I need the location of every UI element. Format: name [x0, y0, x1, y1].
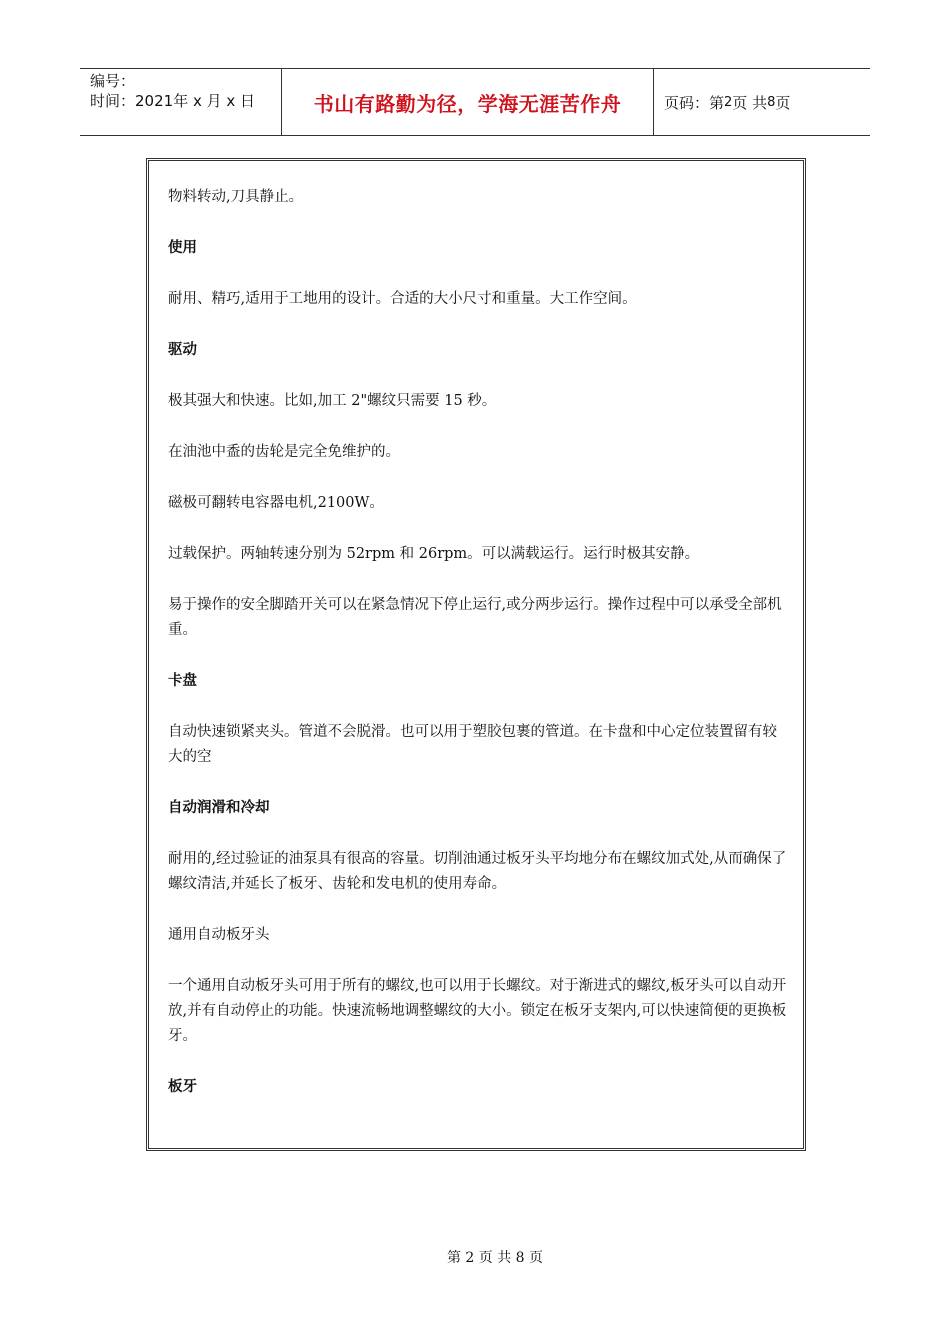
paragraph: 易于操作的安全脚踏开关可以在紧急情况下停止运行,或分两步运行。操作过程中可以承受全部机重。: [168, 597, 782, 638]
section-heading-lubrication: 自动润滑和冷却: [168, 800, 270, 816]
header-page-info: [654, 69, 870, 135]
date-rest: 年 x 月 x 日: [173, 92, 256, 110]
paragraph: 在油池中盉的齿轮是完全免维护的。: [168, 444, 400, 460]
header-meta: [80, 69, 282, 135]
content-box: [146, 158, 806, 1151]
section-heading-drive: 驱动: [168, 342, 197, 358]
number-label: 编号：: [90, 72, 136, 90]
paragraph: 物料转动,刀具静止。: [168, 189, 304, 205]
section-heading-usage: 使用: [168, 240, 197, 256]
page-header: [80, 68, 870, 136]
page-current: 2: [724, 94, 733, 110]
content-body: [168, 185, 788, 1126]
section-heading-chuck: 卡盘: [168, 673, 197, 689]
paragraph: 磁极可翻转电容器电机,2100W。: [168, 495, 384, 511]
paragraph: 过载保护。两轴转速分别为 52rpm 和 26rpm。可以满载运行。运行时极其安静。: [168, 546, 700, 562]
time-label: 时间：: [90, 92, 136, 110]
paragraph: 耐用、精巧,适用于工地用的设计。合适的大小尺寸和重量。大工作空间。: [168, 291, 637, 307]
paragraph: 通用自动板牙头: [168, 927, 270, 943]
paragraph: 一个通用自动板牙头可用于所有的螺纹,也可以用于长螺纹。对于渐进式的螺纹,板牙头可以自动开放,并有自动停止的功能。快速流畅地调整螺纹的大小。锁定在板牙支架内,可以快速简便的更换板牙。: [168, 978, 787, 1044]
page-mid: 页 共: [732, 93, 768, 112]
page-total: 8: [767, 94, 776, 110]
paragraph: 极其强大和快速。比如,加工 2"螺纹只需要 15 秒。: [168, 393, 497, 409]
paragraph: 自动快速锁紧夹头。管道不会脱滑。也可以用于塑胶包裹的管道。在卡盘和中心定位装置留有较大的空: [168, 724, 777, 765]
page-footer: 第 2 页 共 8 页: [446, 1250, 544, 1266]
page-prefix: 页码：第: [664, 93, 725, 112]
date-year: 2021: [135, 92, 174, 110]
header-slogan: 书山有路勤为径，学海无涯苦作舟: [282, 69, 654, 135]
paragraph: 耐用的,经过验证的油泵具有很高的容量。切削油通过板牙头平均地分布在螺纹加式处,从而确保了螺纹清洁,并延长了板牙、齿轮和发电机的使用寿命。: [168, 851, 787, 892]
section-heading-die: 板牙: [168, 1079, 197, 1095]
page-suffix: 页: [775, 93, 791, 112]
date-line: [90, 91, 281, 111]
